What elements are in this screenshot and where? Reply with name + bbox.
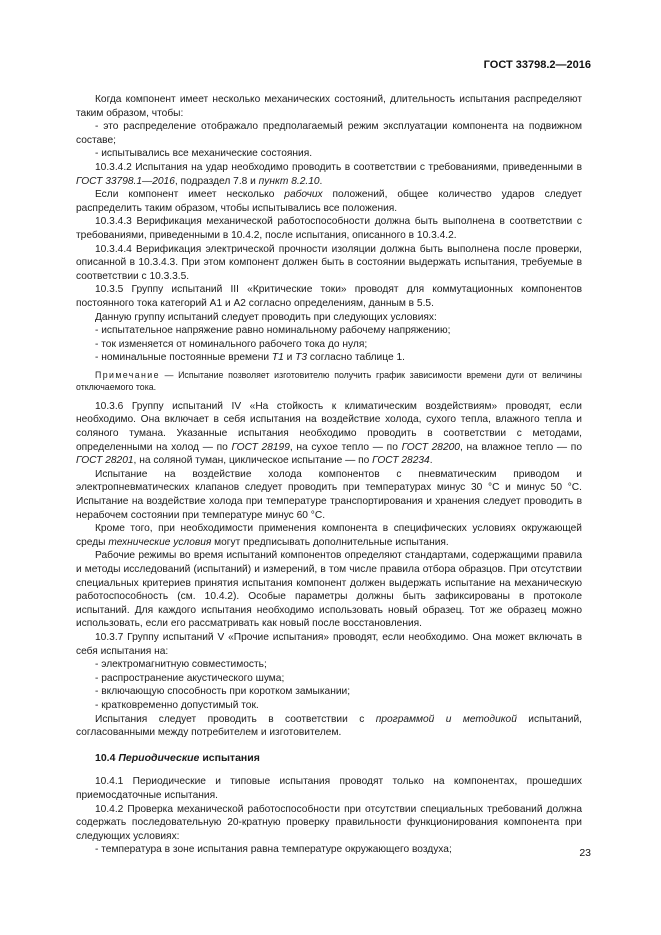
paragraph: Когда компонент имеет несколько механических состояний, длительность испытания распределяют таким образом, чтобы:	[76, 94, 582, 119]
paragraph-10-3-4-4: 10.3.4.4 Верификация электрической прочности изоляции должна быть выполнена после проверки, описанной в 10.3.4.3. При этом компонент должен быть в состоянии выдержать испытания, требуемые в соответствии с 10.3.3.5.	[76, 243, 582, 282]
list-item: - ток изменяется от номинального рабочего тока до нуля;	[95, 338, 368, 350]
note-label: Примечание	[95, 369, 160, 380]
paragraph-10-3-6: 10.3.6 Группу испытаний IV «На стойкость к климатическим воздействиям» проводят, если необходимо. Она включает в себя испытания на воздействие холода, сухого тепла, влажного тепла и соляного тумана. Указанные испытания необходимо проводить в соответствии с методами, определенными на холод — по ГОСТ 28199, на сухое тепло — по ГОСТ 28200, на влажное тепло — по ГОСТ 28201, на соляной туман, циклическое испытание — по ГОСТ 28234.	[76, 400, 582, 467]
paragraph-10-3-5: 10.3.5 Группу испытаний III «Критические токи» проводят для коммутационных компонентов постоянного тока категорий А1 и А2 согласно определениям, данным в 5.5.	[76, 284, 582, 309]
list-item: - испытательное напряжение равно номинальному рабочему напряжению;	[95, 325, 451, 337]
list-item: - это распределение отображало предполагаемый режим эксплуатации компонента на подвижном составе;	[76, 121, 582, 146]
paragraph: Кроме того, при необходимости применения компонента в специфических условиях окружающей среды технические условия могут предписывать дополнительные испытания.	[76, 523, 582, 548]
list-item: - кратковременно допустимый ток.	[95, 699, 259, 711]
paragraph-10-4-1: 10.4.1 Периодические и типовые испытания проводят только на компонентах, прошедших приемосдаточные испытания.	[76, 776, 582, 801]
list-item: - номинальные постоянные времени T1 и T3 согласно таблице 1.	[95, 352, 405, 364]
list-item: - включающую способность при коротком замыкании;	[95, 686, 351, 698]
section-heading-10-4: 10.4 Периодические испытания	[95, 751, 260, 764]
list-item: - испытывались все механические состояния.	[95, 148, 313, 160]
paragraph: Если компонент имеет несколько рабочих положений, общее количество ударов следует распределить таким образом, чтобы испытывались все положения.	[76, 189, 582, 214]
paragraph: Данную группу испытаний следует проводить при следующих условиях:	[95, 311, 437, 323]
document-id-header: ГОСТ 33798.2—2016	[483, 59, 591, 71]
paragraph: Рабочие режимы во время испытаний компонентов определяют стандартами, содержащими правила и методы исследований (испытаний) и измерений, в том числе правила отбора образцов. При отсутствии специальных критериев принятия испытания компонент должен выдержать испытание на механическую работоспособность (см. 10.4.2). Особые параметры должны быть зафиксированы в протоколе испытаний. Для каждого испытания необходимо использовать новый образец. Тот же образец можно использовать, если его рассматривать как новый после восстановления.	[76, 550, 582, 630]
standard-reference: ГОСТ 33798.1—2016	[76, 175, 175, 187]
list-item: - распространение акустического шума;	[95, 672, 285, 684]
clause-reference: пункт 8.2.10	[258, 175, 320, 187]
note	[76, 369, 582, 394]
note-text: — Испытание позволяет изготовителю получить график зависимости времени дуги от величины отключаемого тока.	[76, 369, 582, 393]
document-body	[76, 93, 582, 857]
paragraph-10-3-4-3: 10.3.4.3 Верификация механической работоспособности должна быть выполнена в соответствии с требованиями, приведенными в 10.4.2, после испытания, описанного в 10.3.4.2.	[76, 216, 582, 241]
paragraph-10-3-7: 10.3.7 Группу испытаний V «Прочие испытания» проводят, если необходимо. Она может включать в себя испытания на:	[76, 631, 582, 657]
paragraph: Испытание на воздействие холода компонентов с пневматическим приводом и электропневматических клапанов следует проводить при температурах минус 30 °С и минус 50 °С. Испытание на воздействие холода при температуре транспортирования и хранения следует проводить в нерабочем состоянии при температуре минус 60 °С.	[76, 468, 582, 521]
paragraph-10-4-2: 10.4.2 Проверка механической работоспособности при отсутствии специальных требований должна содержать последовательную 20-кратную проверку правильности функционирования компонента при следующих условиях:	[76, 803, 582, 842]
list-item: - температура в зоне испытания равна температуре окружающего воздуха;	[95, 844, 452, 856]
paragraph: Испытания следует проводить в соответствии с программой и методикой испытаний, согласованными между потребителем и изготовителем.	[76, 713, 582, 739]
paragraph-10-3-4-2: 10.3.4.2 Испытания на удар необходимо проводить в соответствии с требованиями, приведенными в ГОСТ 33798.1—2016, подраздел 7.8 и пункт 8.2.10.	[76, 161, 582, 187]
list-item: - электромагнитную совместимость;	[95, 659, 267, 671]
page-number: 23	[579, 847, 591, 859]
